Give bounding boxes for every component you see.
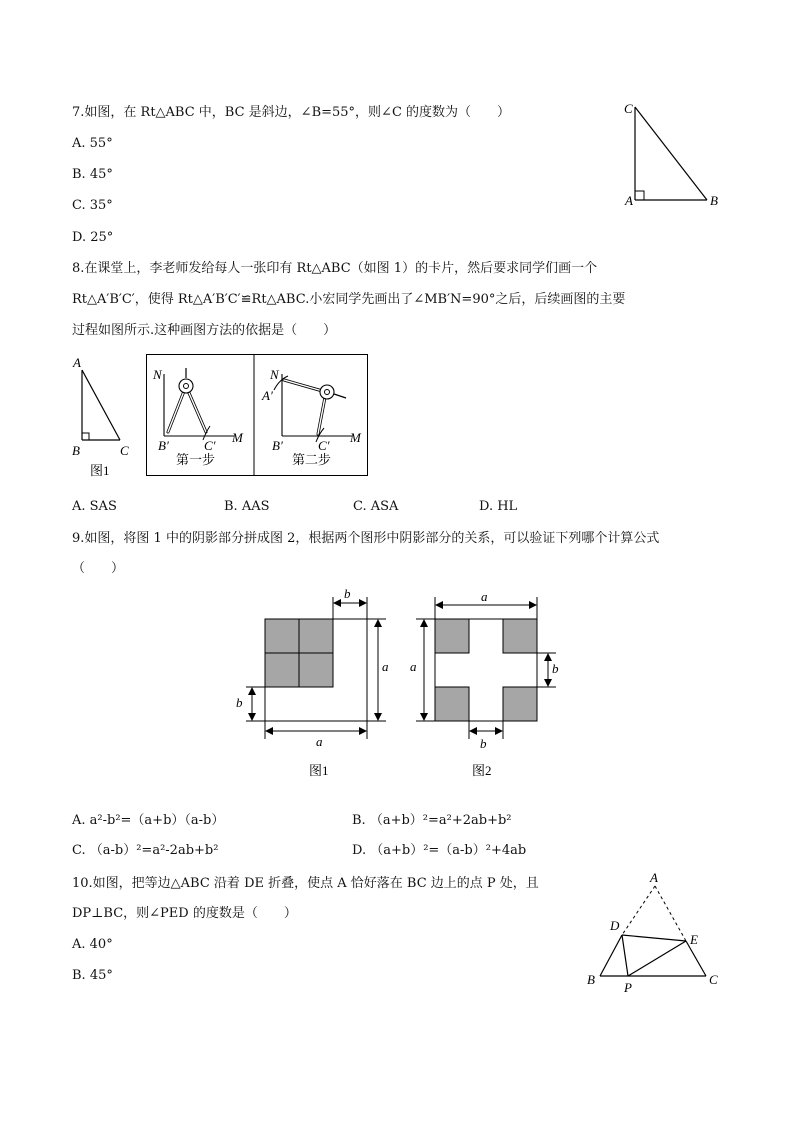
q9-option-d: D. （a+b）²=（a-b）²+4ab bbox=[352, 843, 527, 858]
q8-step2-label-c: C′ bbox=[318, 438, 330, 453]
q9-stem-line1: 9.如图，将图 1 中的阴影部分拼成图 2，根据两个图形中阴影部分的关系，可以验证下列哪个计算公式 bbox=[72, 531, 660, 546]
q10-label-c: C bbox=[709, 972, 718, 987]
q8-option-b: B. AAS bbox=[224, 499, 270, 514]
q10-label-b: B bbox=[587, 972, 595, 987]
q9-figure2 bbox=[400, 585, 570, 780]
q9-fig1-caption: 图1 bbox=[309, 763, 329, 778]
q8-step2-label-m: M bbox=[350, 430, 361, 445]
q10-label-a: A bbox=[650, 870, 658, 885]
q8-option-a: A. SAS bbox=[72, 499, 117, 514]
q7-option-a: A. 55° bbox=[72, 136, 113, 151]
q9-option-a: A. a²-b²=（a+b）（a-b） bbox=[72, 813, 225, 828]
q8-step1-label-c: C′ bbox=[204, 438, 216, 453]
q7-option-c: C. 35° bbox=[72, 198, 113, 213]
q9-fig1-a-right: a bbox=[382, 659, 389, 674]
q9-fig2-a-top: a bbox=[481, 589, 488, 604]
q10-label-e: E bbox=[690, 932, 698, 947]
q8-option-c: C. ASA bbox=[353, 499, 399, 514]
q8-step2-label-n: N bbox=[270, 367, 279, 382]
q9-option-c: C. （a-b）²=a²-2ab+b² bbox=[72, 843, 219, 858]
q8-step2-caption: 第二步 bbox=[292, 452, 332, 467]
q7-figure bbox=[615, 95, 735, 215]
q8-step2-label-a: A′ bbox=[262, 388, 273, 403]
q8-stem-line1: 8.在课堂上，李老师发给每人一张印有 Rt△ABC（如图 1）的卡片，然后要求同学们画一个 bbox=[72, 261, 598, 276]
q8-fig1-label-c: C bbox=[120, 443, 129, 458]
q8-step1-caption: 第一步 bbox=[176, 452, 216, 467]
q9-option-b: B. （a+b）²=a²+2ab+b² bbox=[352, 813, 512, 828]
q8-step1-label-n: N bbox=[153, 367, 162, 382]
q8-steps-figure bbox=[146, 354, 368, 476]
q9-fig2-caption: 图2 bbox=[472, 763, 492, 778]
q8-stem-line2: Rt△A′B′C′，使得 Rt△A′B′C′≌Rt△ABC.小宏同学先画出了∠MB′N=90°之后，后续画图的主要 bbox=[72, 292, 626, 307]
q8-fig1-label-a: A bbox=[73, 355, 81, 370]
q9-figure1 bbox=[230, 585, 400, 780]
q9-fig1-b-left: b bbox=[236, 695, 243, 710]
q8-stem-line3: 过程如图所示.这种画图方法的依据是（ ） bbox=[72, 323, 337, 338]
q7-option-d: D. 25° bbox=[72, 230, 114, 245]
q7-stem: 7.如图，在 Rt△ABC 中，BC 是斜边，∠B=55°，则∠C 的度数为（ ） bbox=[72, 105, 511, 120]
q7-label-b: B bbox=[710, 193, 718, 208]
q10-label-d: D bbox=[610, 918, 620, 933]
q7-label-a: A bbox=[625, 193, 633, 208]
q8-step1-label-m: M bbox=[232, 430, 243, 445]
q10-label-p: P bbox=[624, 980, 632, 995]
q7-label-c: C bbox=[624, 101, 633, 116]
q8-step1-label-b: B′ bbox=[158, 438, 169, 453]
q8-fig1-label-b: B bbox=[72, 443, 80, 458]
q9-fig1-a-bottom: a bbox=[316, 734, 323, 749]
q9-fig2-b-bottom: b bbox=[480, 736, 487, 751]
q9-fig2-a-left: a bbox=[410, 659, 417, 674]
q8-option-d: D. HL bbox=[479, 499, 518, 514]
q9-fig2-b-right: b bbox=[552, 661, 559, 676]
q10-option-b: B. 45° bbox=[72, 968, 113, 983]
q8-figure1 bbox=[70, 352, 135, 482]
q10-stem-line2: DP⊥BC，则∠PED 的度数是（ ） bbox=[72, 906, 297, 921]
q8-step2-label-b: B′ bbox=[272, 438, 283, 453]
q10-stem-line1: 10.如图，把等边△ABC 沿着 DE 折叠，使点 A 恰好落在 BC 边上的点 P 处，且 bbox=[72, 876, 539, 891]
q7-option-b: B. 45° bbox=[72, 167, 113, 182]
q9-fig1-b-top: b bbox=[344, 586, 351, 601]
q10-figure bbox=[580, 868, 730, 998]
q10-option-a: A. 40° bbox=[72, 937, 113, 952]
q8-fig1-caption: 图1 bbox=[90, 463, 110, 478]
q9-stem-line2: （ ） bbox=[72, 561, 125, 576]
